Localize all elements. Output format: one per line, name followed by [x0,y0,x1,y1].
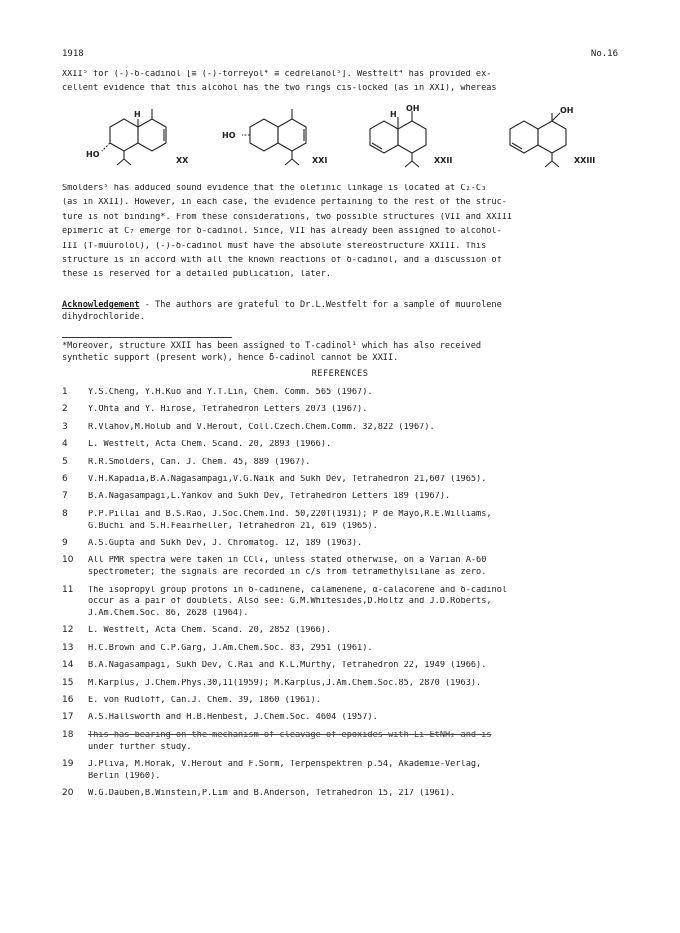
reference-item [62,492,632,504]
reference-number: 4 [62,439,68,450]
reference-text: occur as a pair of doublets. Also see: G.M.Whitesides,D.Holtz and J.D.Roberts, [88,597,492,607]
reference-text: P.P.Pillai and B.S.Rao, J.Soc.Chem.Ind. 50,220T(1931); P de Mayo,R.E.Williams, [88,509,492,519]
reference-item [62,586,632,621]
reference-text: under further study. [88,742,192,752]
reference-item [62,405,632,417]
reference-text: B.A.Nagasampagi,L.Yankov and Sukh Dev, Tetrahedron Letters 189 (1967). [88,492,451,502]
reference-text: V.H.Kapadia,B.A.Nagasampagi,V.G.Naik and Sukh Dev, Tetrahedron 21,607 (1965). [88,474,487,484]
text-line: XXII⁵ for (-)-δ-cadinol [≡ (-)-torreyol⁴ ≡ cedrelanol⁵]. Westfelt⁴ has provided ex- [62,70,492,79]
reference-text: B.A.Nagasampagi, Sukh Dev, C.Rai and K.L.Murthy, Tetrahedron 22, 1949 (1966). [88,661,487,671]
reference-text: Y.S.Cheng, Y.H.Kuo and Y.T.Lin, Chem. Comm. 565 (1967). [88,388,373,397]
structure-label: XXI [312,156,328,165]
reference-item [62,679,632,691]
reference-number: 9 [62,537,68,548]
structure-label: XXIII [574,156,596,165]
acknowledgement-text: - The authors are grateful to Dr.L.Westfelt for a sample of muurolene [139,300,502,310]
reference-item [62,661,632,673]
reference-text: Berlin (1960). [88,771,161,781]
reference-number: 1 [62,387,68,397]
structure-xxii [350,105,460,173]
page-number: 1918 [62,49,84,59]
structure-oh-label: HO [86,150,100,159]
reference-text: All PMR spectra were taken in CCl₄, unless stated otherwise, on a Varian A-60 [88,556,487,566]
reference-item [62,626,632,638]
structure-xxiii [490,105,600,173]
footnote [62,342,632,365]
structure-xx-drawing [80,105,190,173]
structure-h-label: H [134,110,141,119]
structure-oh-label: OH [406,105,420,113]
structure-oh-label: HO [222,131,236,140]
text-line: ture is not binding*. From these considerations, two possible structures (VII and XXIII [62,212,513,222]
reference-item [62,644,632,656]
reference-item [62,713,632,725]
reference-text: W.G.Dauben,B.Winstein,P.Lim and B.Anderson, Tetrahedron 15, 217 (1961). [88,789,456,799]
footnote-line: *Moreover, structure XXII has been assigned to T-cadinol¹ which has also received [62,341,482,351]
text-line: these is reserved for a detailed publication, later. [62,270,332,280]
reference-item [62,760,632,784]
reference-text: J.Am.Chem.Soc. 86, 2628 (1964). [88,609,249,619]
reference-text: G.Buchi and S.H.Feairheller, Tetrahedron 21, 619 (1965). [88,521,378,531]
reference-text: J.Pliva, M.Horak, V.Herout and F.Sorm, Terpenspektren p.54, Akademie-Verlag, [88,760,482,770]
reference-number: 16 [62,695,74,706]
footnote-line: synthetic support (present work), hence δ-cadinol cannot be XXII. [62,352,399,363]
reference-text: The isopropyl group protons in δ-cadinene, calamenene, α-calacorene and δ-cadinol [88,585,508,595]
journal-issue: No.16 [590,49,618,59]
structure-xxi [220,105,330,173]
reference-item [62,556,632,580]
text-line: III (T-muurolol), (-)-δ-cadinol must have the absolute stereostructure XXIII. This [62,241,487,251]
text-line: Smolders⁵ has adduced sound evidence that the olefinic linkage is located at C₂-C₃ [62,184,487,193]
reference-number: 10 [62,555,74,566]
reference-number: 13 [62,642,74,653]
reference-item [62,696,632,708]
reference-text: Y.Ohta and Y. Hirose, Tetrahedron Letters 2073 (1967). [88,405,368,415]
reference-item [62,440,632,452]
reference-item [62,789,632,801]
reference-number: 7 [62,491,68,502]
body-paragraph [62,184,632,285]
reference-item [62,475,632,487]
reference-item [62,731,632,755]
reference-text: A.S.Hallsworth and H.B.Henbest, J.Chem.Soc. 4604 (1957). [88,713,378,723]
chemical-structures [62,105,632,177]
structure-label: XXII [434,156,453,165]
references-list [62,388,632,807]
structure-oh-label: OH [560,106,574,115]
reference-text: H.C.Brown and C.P.Garg, J.Am.Chem.Soc. 83, 2951 (1961). [88,643,373,653]
reference-text: E. von Rudloff, Can.J. Chem. 39, 1860 (1961). [88,696,321,706]
reference-text: R.R.Smolders, Can. J. Chem. 45, 889 (1967). [88,457,311,467]
reference-number: 3 [62,421,68,432]
reference-text: L. Westfelt, Acta Chem. Scand. 20, 2893 (1966). [88,440,332,450]
reference-number: 18 [62,729,74,740]
structure-label: XX [176,156,189,165]
reference-number: 15 [62,677,74,688]
reference-number: 19 [62,759,74,770]
reference-item [62,423,632,435]
reference-text: M.Karplus, J.Chem.Phys.30,11(1959); M.Karplus,J.Am.Chem.Soc.85, 2870 (1963). [88,678,482,688]
reference-number: 6 [62,473,68,484]
reference-item [62,539,632,551]
reference-text: L. Westfelt, Acta Chem. Scand. 20, 2852 (1966). [88,626,332,636]
acknowledgement-text: dihydrochloride. [62,311,145,322]
intro-paragraph [62,70,632,99]
reference-item [62,458,632,470]
reference-number: 8 [62,508,68,519]
acknowledgement-title: Acknowledgement [62,300,140,310]
references-heading: REFERENCES [311,369,369,379]
reference-number: 20 [62,788,74,799]
reference-number: 12 [62,625,74,636]
text-line: epimeric at C₇ emerge for δ-cadinol. Since, VII has already been assigned to alcohol- [62,227,502,237]
reference-number: 2 [62,404,68,415]
structure-xx [80,105,190,173]
reference-item [62,388,632,400]
reference-number: 5 [62,456,68,467]
acknowledgement [62,301,632,324]
reference-text: A.S.Gupta and Sukh Dev, J. Chromatog. 12, 189 (1963). [88,538,363,548]
text-line: structure is in accord with all the known reactions of δ-cadinol, and a discussion of [62,255,502,265]
reference-number: 14 [62,660,74,671]
reference-item [62,510,632,534]
text-line: (as in XXII). However, in each case, the evidence pertaining to the rest of the struc- [62,198,507,208]
structure-h-label: H [390,110,397,119]
reference-text: This has bearing on the mechanism of cleavage of epoxides with Li-EtNH₂ and is [88,730,492,740]
reference-text: R.Vlahov,M.Holub and V.Herout, Coll.Czech.Chem.Comm. 32,822 (1967). [88,422,435,432]
footnote-divider [62,337,232,338]
reference-number: 17 [62,712,74,723]
reference-number: 11 [62,584,74,595]
text-line: cellent evidence that this alcohol has the two rings cis-locked (as in XXI), whereas [62,84,497,94]
reference-text: spectrometer; the signals are recorded in c/s from tetramethylsilane as zero. [88,568,487,578]
